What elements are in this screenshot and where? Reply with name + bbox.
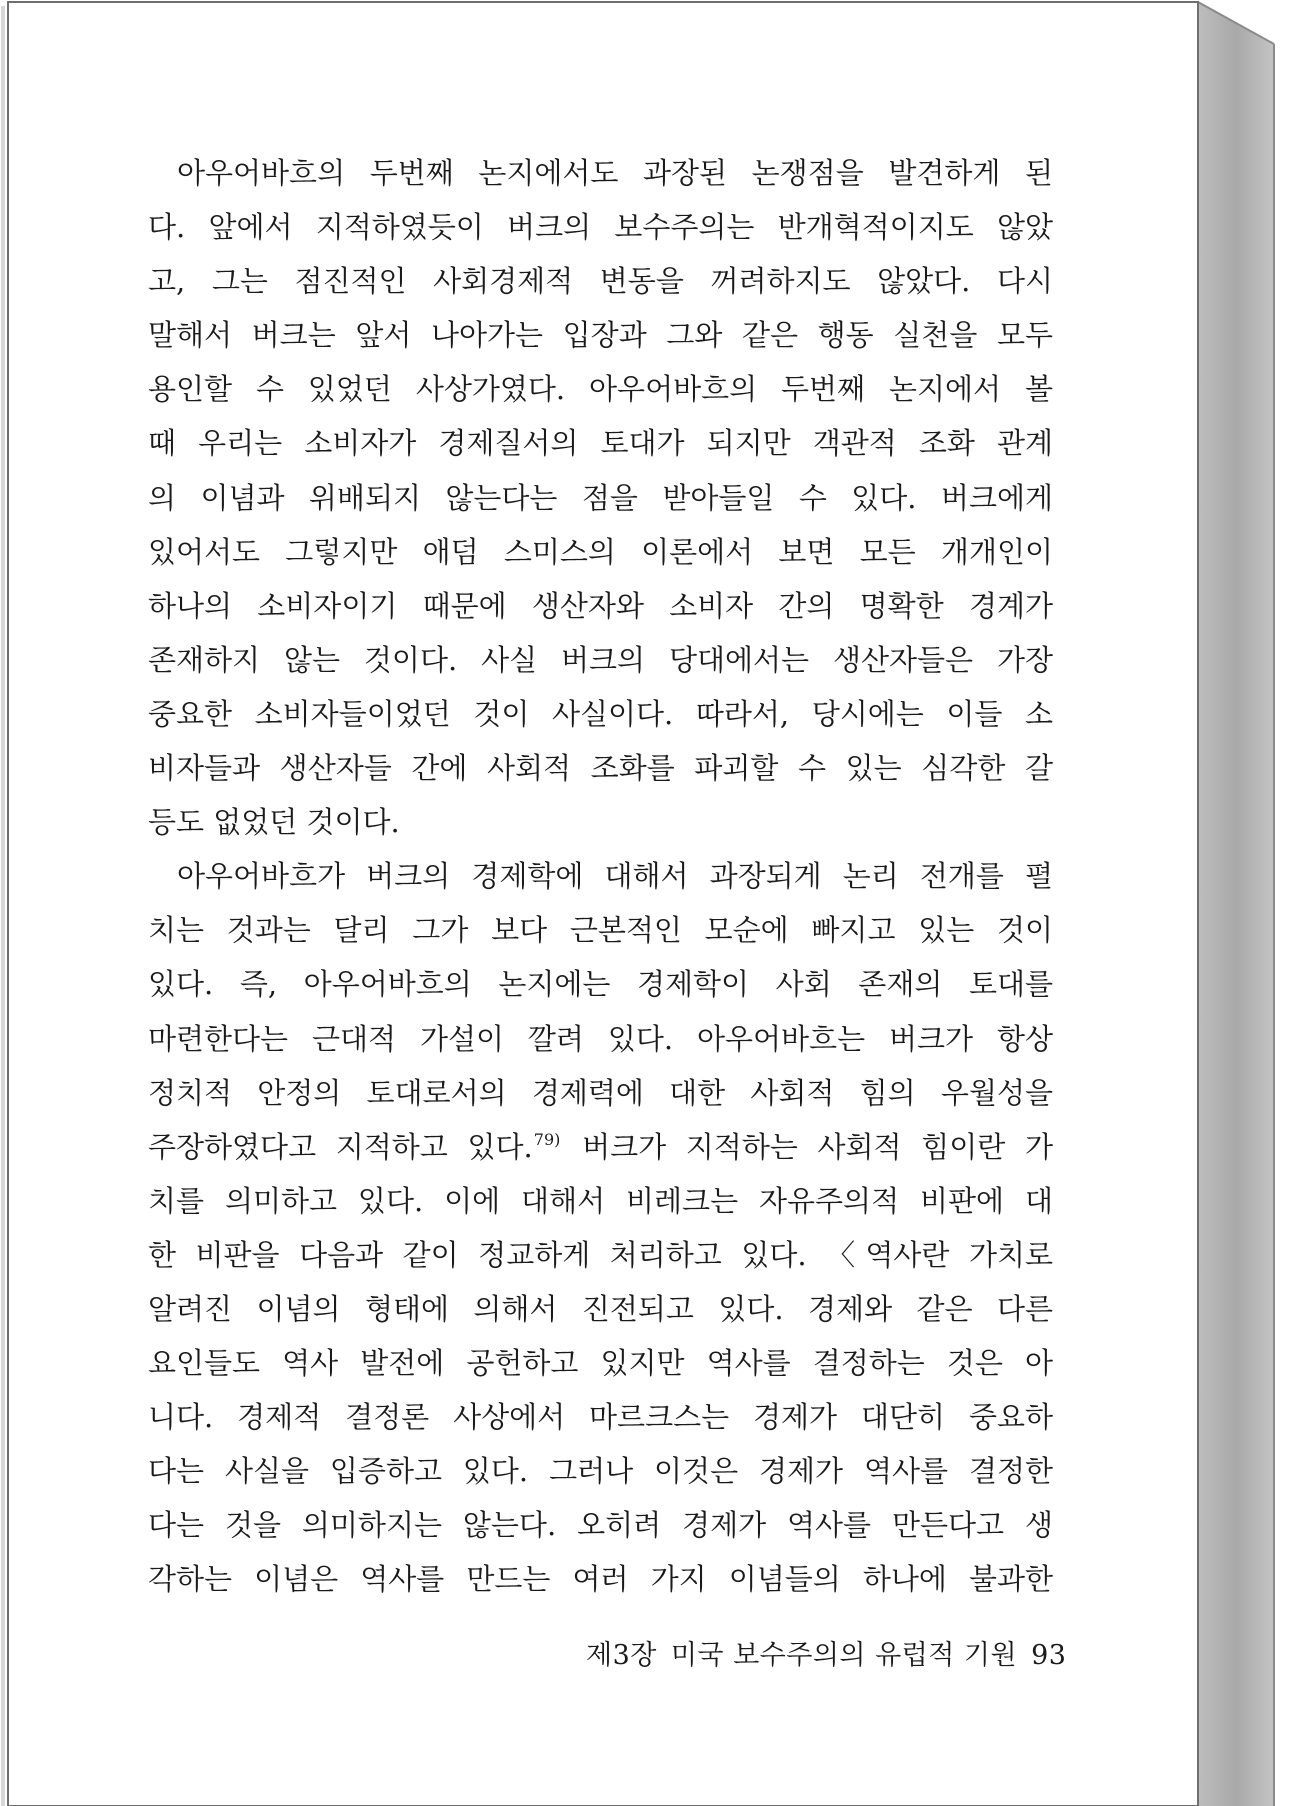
footer-title: 미국 보수주의의 유럽적 기원 bbox=[670, 1640, 1018, 1671]
text-line: 비자들과 생산자들 간에 사회적 조화를 파괴할 수 있는 심각한 갈 bbox=[148, 751, 1053, 786]
text-line: 니다. 경제적 결정론 사상에서 마르크스는 경제가 대단히 중요하 bbox=[148, 1400, 1053, 1435]
text-line: 있어서도 그렇지만 애덤 스미스의 이론에서 보면 모든 개개인이 bbox=[148, 534, 1053, 569]
text-line: 알려진 이념의 형태에 의해서 진전되고 있다. 경제와 같은 다른 bbox=[148, 1291, 1053, 1326]
text-line: 치를 의미하고 있다. 이에 대해서 비레크는 자유주의적 비판에 대 bbox=[148, 1183, 1053, 1218]
text-line: 중요한 소비자들이었던 것이 사실이다. 따라서, 당시에는 이들 소 bbox=[148, 696, 1053, 731]
text-line: 때 우리는 소비자가 경제질서의 토대가 되지만 객관적 조화 관계 bbox=[148, 426, 1053, 461]
text-line: 한 비판을 다음과 같이 정교하게 처리하고 있다. 〈역사란 가치로 bbox=[148, 1237, 1053, 1272]
text-line: 마련한다는 근대적 가설이 깔려 있다. 아우어바흐는 버크가 항상 bbox=[148, 1021, 1053, 1056]
text-line: 용인할 수 있었던 사상가였다. 아우어바흐의 두번째 논지에서 볼 bbox=[148, 372, 1053, 407]
text-line: 등도 없었던 것이다. bbox=[148, 805, 400, 840]
page-number: 93 bbox=[1031, 1640, 1067, 1671]
running-footer bbox=[586, 1633, 1066, 1672]
text-line-with-footnote bbox=[148, 1120, 1053, 1174]
text-line: 요인들도 역사 발전에 공헌하고 있지만 역사를 결정하는 것은 아 bbox=[148, 1346, 1053, 1381]
footer-chapter: 제3장 bbox=[586, 1640, 657, 1671]
text-line: 하나의 소비자이기 때문에 생산자와 소비자 간의 명확한 경계가 bbox=[148, 588, 1053, 623]
text-line: 의 이념과 위배되지 않는다는 점을 받아들일 수 있다. 버크에게 bbox=[148, 480, 1053, 515]
text-line: 다. 앞에서 지적하였듯이 버크의 보수주의는 반개혁적이지도 않았 bbox=[148, 210, 1053, 245]
text-line: 아우어바흐가 버크의 경제학에 대해서 과장되게 논리 전개를 펼 bbox=[177, 859, 1053, 894]
text-line: 다는 것을 의미하지는 않는다. 오히려 경제가 역사를 만든다고 생 bbox=[148, 1508, 1053, 1543]
text-line: 아우어바흐의 두번째 논지에서도 과장된 논쟁점을 발견하게 된 bbox=[177, 156, 1053, 190]
page-edge-side bbox=[1198, 2, 1274, 1806]
text-line: 있다. 즉, 아우어바흐의 논지에는 경제학이 사회 존재의 토대를 bbox=[148, 967, 1053, 1002]
text-line: 고, 그는 점진적인 사회경제적 변동을 꺼려하지도 않았다. 다시 bbox=[148, 264, 1053, 299]
text-line: 존재하지 않는 것이다. 사실 버크의 당대에서는 생산자들은 가장 bbox=[148, 642, 1053, 677]
text-segment: 버크가 지적하는 사회적 힘이란 가 bbox=[582, 1129, 1053, 1164]
text-line: 각하는 이념은 역사를 만드는 여러 가지 이념들의 하나에 불과한 bbox=[148, 1562, 1053, 1597]
text-line: 치는 것과는 달리 그가 보다 근본적인 모순에 빠지고 있는 것이 bbox=[148, 913, 1053, 948]
text-segment: 주장하였다고 지적하고 있다. bbox=[148, 1129, 533, 1164]
footnote-reference[interactable]: 79) bbox=[533, 1129, 561, 1149]
text-line: 정치적 안정의 토대로서의 경제력에 대한 사회적 힘의 우월성을 bbox=[148, 1075, 1053, 1110]
body-text bbox=[148, 146, 1053, 1607]
text-line: 다는 사실을 입증하고 있다. 그러나 이것은 경제가 역사를 결정한 bbox=[148, 1454, 1053, 1489]
text-line: 말해서 버크는 앞서 나아가는 입장과 그와 같은 행동 실천을 모두 bbox=[148, 318, 1053, 353]
